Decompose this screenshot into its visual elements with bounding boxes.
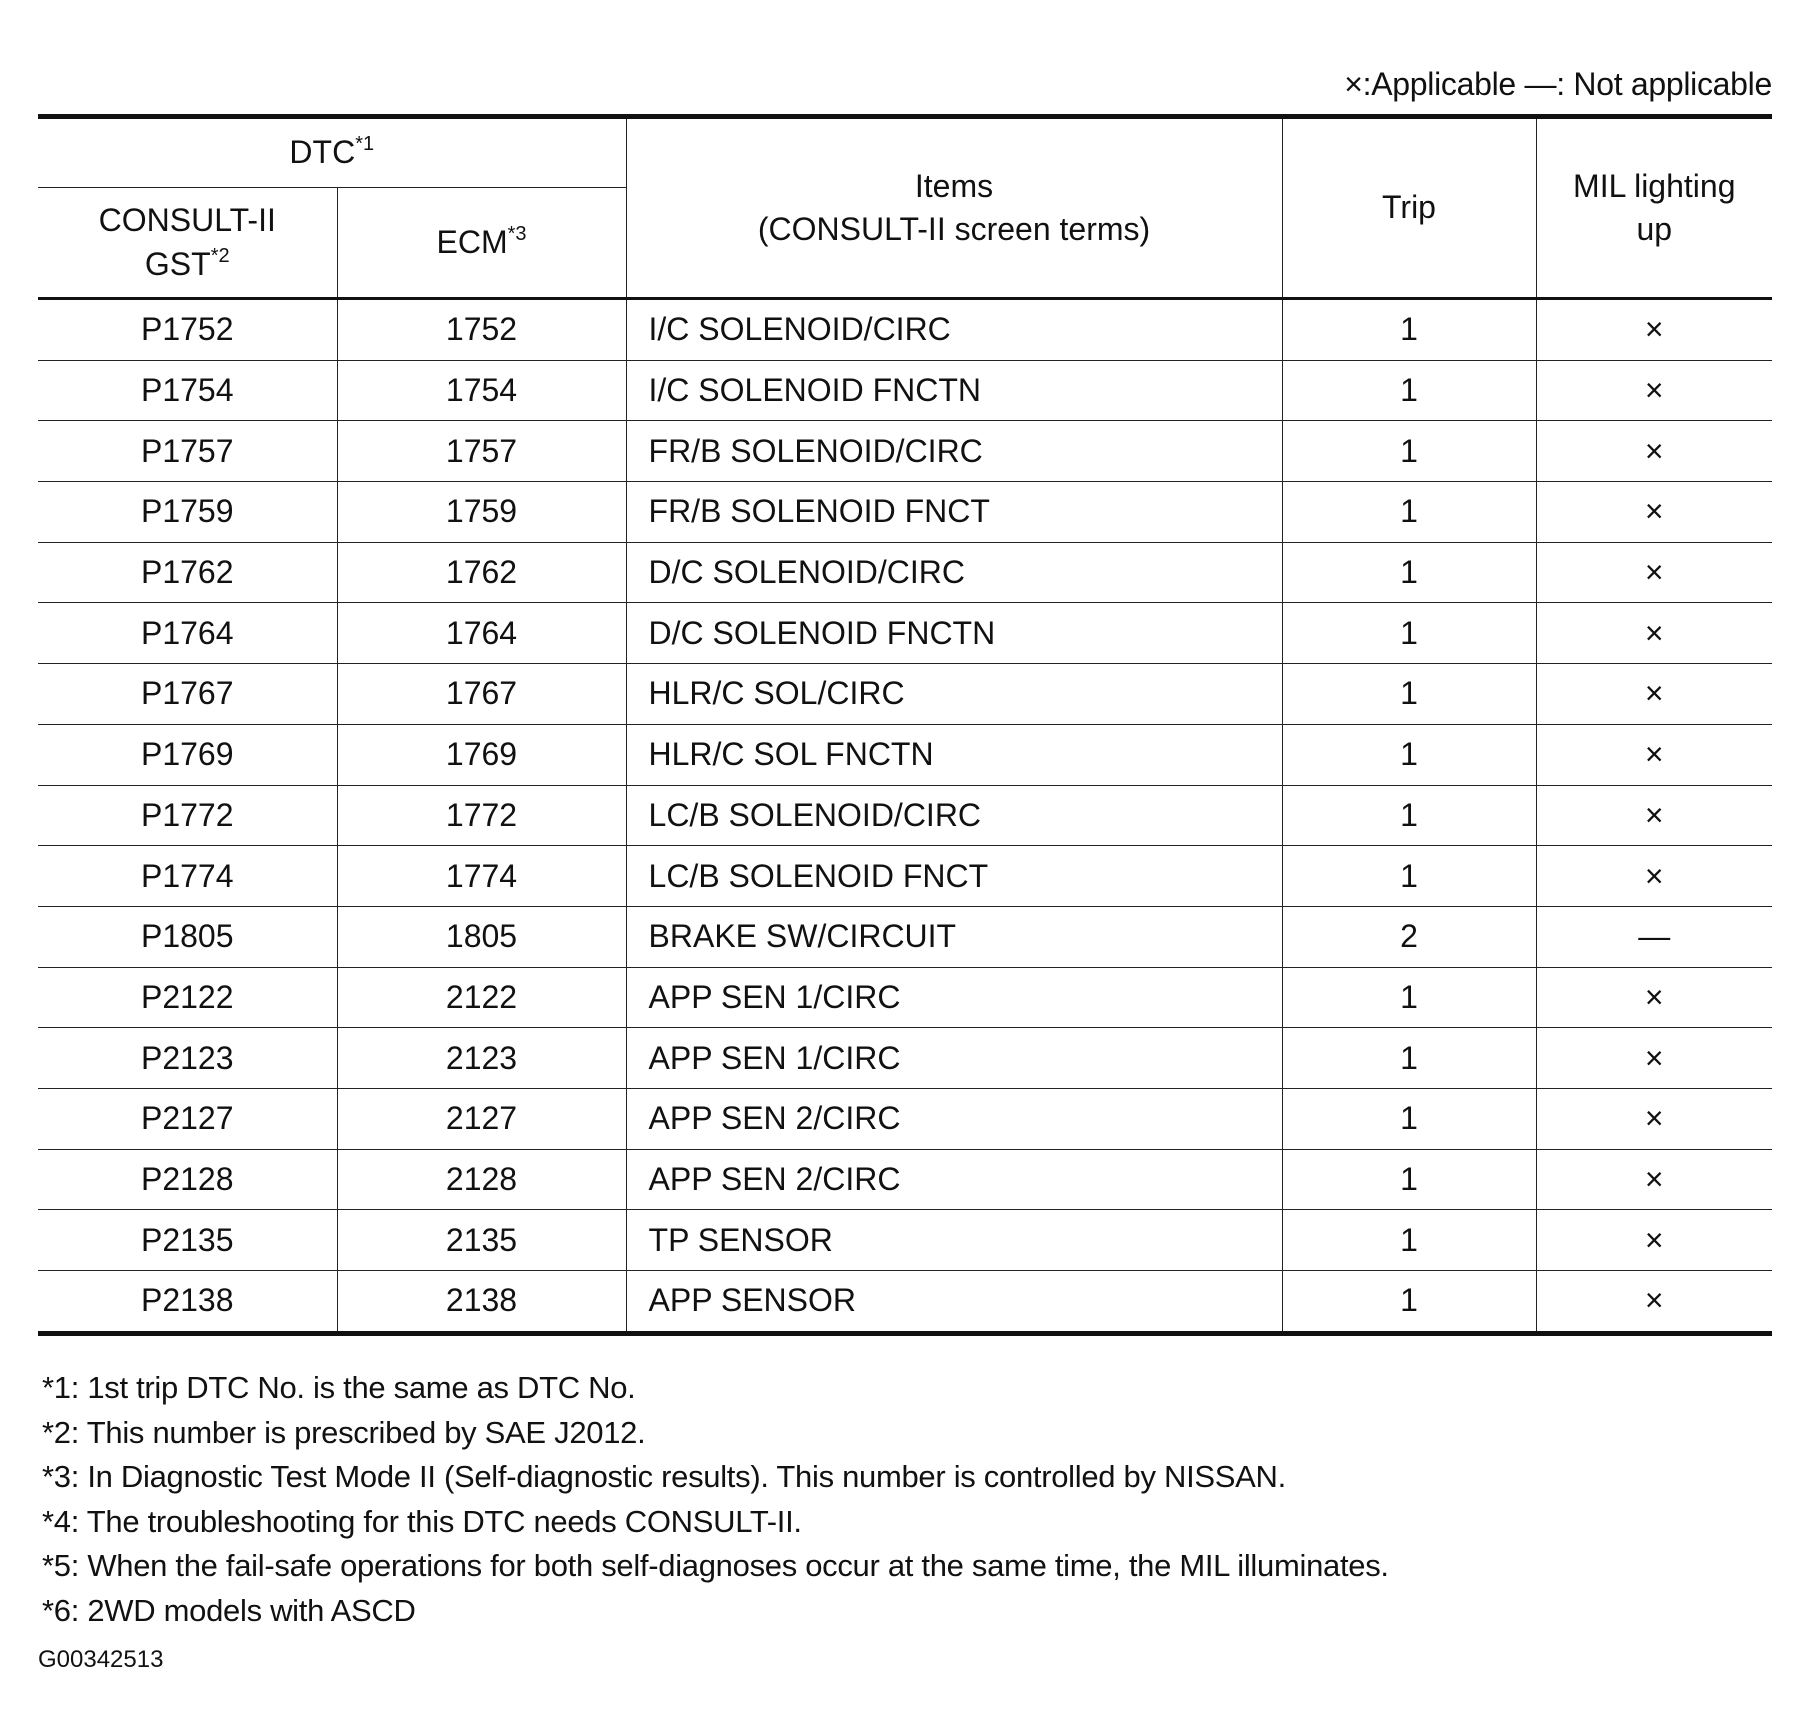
ecm-cell: 1762 [337,542,626,603]
ecm-cell: 2138 [337,1271,626,1334]
figure-id: G00342513 [38,1646,164,1673]
footnote: *6: 2WD models with ASCD [42,1592,416,1628]
item-cell: LC/B SOLENOID/CIRC [626,785,1282,846]
ecm-cell: 2135 [337,1210,626,1271]
item-cell: FR/B SOLENOID FNCT [626,482,1282,543]
table-row [38,542,1772,603]
mil-cell: × [1536,785,1772,846]
trip-cell: 1 [1282,421,1536,482]
item-cell: TP SENSOR [626,1210,1282,1271]
ecm-cell: 1757 [337,421,626,482]
footnote: *5: When the fail-safe operations for both self-diagnoses occur at the same time, the MIL illuminates. [42,1548,1389,1583]
trip-cell: 1 [1282,299,1536,361]
ecm-cell: 1754 [337,360,626,421]
consult-gst-cell: P1769 [38,724,337,785]
trip-cell: 1 [1282,1210,1536,1271]
header-trip: Trip [1282,117,1536,299]
table-row [38,1028,1772,1089]
table-row [38,360,1772,421]
ecm-cell: 1764 [337,603,626,664]
table-row [38,664,1772,725]
table-row [38,603,1772,664]
trip-cell: 1 [1282,360,1536,421]
consult-gst-cell: P1762 [38,542,337,603]
header-consult-gst: CONSULT-II GST$^{*2}$ [38,188,337,299]
table-row [38,1271,1772,1334]
trip-cell: 1 [1282,846,1536,907]
mil-cell: × [1536,542,1772,603]
table-row [38,482,1772,543]
table-row [38,421,1772,482]
mil-cell: — [1536,906,1772,967]
mil-cell: × [1536,360,1772,421]
mil-cell: × [1536,1271,1772,1334]
consult-gst-cell: P1767 [38,664,337,725]
table-row [38,967,1772,1028]
mil-cell: × [1536,967,1772,1028]
mil-cell: × [1536,1149,1772,1210]
dtc-table [38,114,1772,1336]
item-cell: LC/B SOLENOID FNCT [626,846,1282,907]
footnote: *2: This number is prescribed by SAE J2012. [42,1414,646,1450]
consult-gst-cell: P1757 [38,421,337,482]
ecm-cell: 1805 [337,906,626,967]
consult-gst-cell: P2128 [38,1149,337,1210]
consult-gst-cell: P1764 [38,603,337,664]
consult-gst-cell: P2138 [38,1271,337,1334]
ecm-cell: 1769 [337,724,626,785]
mil-cell: × [1536,846,1772,907]
item-cell: HLR/C SOL FNCTN [626,724,1282,785]
item-cell: APP SEN 1/CIRC [626,967,1282,1028]
item-cell: FR/B SOLENOID/CIRC [626,421,1282,482]
table-row [38,299,1772,361]
ecm-cell: 1774 [337,846,626,907]
applicability-legend: ×:Applicable —: Not applicable [1344,66,1772,102]
trip-cell: 1 [1282,724,1536,785]
table-row [38,1210,1772,1271]
trip-cell: 1 [1282,1088,1536,1149]
mil-cell: × [1536,482,1772,543]
item-cell: APP SENSOR [626,1271,1282,1334]
trip-cell: 1 [1282,1028,1536,1089]
table-row [38,1088,1772,1149]
ecm-cell: 1759 [337,482,626,543]
header-dtc: DTC$^{*1}$ [38,117,626,188]
mil-cell: × [1536,421,1772,482]
header-ecm: ECM$^{*3}$ [337,188,626,299]
trip-cell: 1 [1282,542,1536,603]
consult-gst-cell: P1772 [38,785,337,846]
trip-cell: 1 [1282,482,1536,543]
consult-gst-cell: P2127 [38,1088,337,1149]
mil-cell: × [1536,603,1772,664]
consult-gst-cell: P1805 [38,906,337,967]
table-row [38,1149,1772,1210]
consult-gst-cell: P2122 [38,967,337,1028]
trip-cell: 1 [1282,664,1536,725]
consult-gst-cell: P2135 [38,1210,337,1271]
table-row [38,906,1772,967]
trip-cell: 1 [1282,1149,1536,1210]
item-cell: D/C SOLENOID FNCTN [626,603,1282,664]
ecm-cell: 2123 [337,1028,626,1089]
item-cell: BRAKE SW/CIRCUIT [626,906,1282,967]
consult-gst-cell: P1754 [38,360,337,421]
item-cell: APP SEN 2/CIRC [626,1088,1282,1149]
table-row [38,785,1772,846]
mil-cell: × [1536,1028,1772,1089]
mil-cell: × [1536,1210,1772,1271]
trip-cell: 1 [1282,785,1536,846]
trip-cell: 1 [1282,967,1536,1028]
trip-cell: 1 [1282,603,1536,664]
mil-cell: × [1536,299,1772,361]
ecm-cell: 2128 [337,1149,626,1210]
item-cell: APP SEN 2/CIRC [626,1149,1282,1210]
mil-cell: × [1536,724,1772,785]
table-row [38,846,1772,907]
ecm-cell: 1752 [337,299,626,361]
consult-gst-cell: P1759 [38,482,337,543]
consult-gst-cell: P1752 [38,299,337,361]
ecm-cell: 2122 [337,967,626,1028]
table-row [38,724,1772,785]
consult-gst-cell: P2123 [38,1028,337,1089]
consult-gst-cell: P1774 [38,846,337,907]
ecm-cell: 1772 [337,785,626,846]
footnotes [42,1366,1389,1633]
mil-cell: × [1536,664,1772,725]
ecm-cell: 2127 [337,1088,626,1149]
footnote: *1: 1st trip DTC No. is the same as DTC No. [42,1370,636,1405]
item-cell: I/C SOLENOID/CIRC [626,299,1282,361]
footnote: *4: The troubleshooting for this DTC needs CONSULT-II. [42,1503,802,1539]
trip-cell: 2 [1282,906,1536,967]
item-cell: D/C SOLENOID/CIRC [626,542,1282,603]
mil-cell: × [1536,1088,1772,1149]
trip-cell: 1 [1282,1271,1536,1334]
header-items: Items (CONSULT-II screen terms) [626,117,1282,299]
header-mil: MIL lighting up [1536,117,1772,299]
item-cell: APP SEN 1/CIRC [626,1028,1282,1089]
ecm-cell: 1767 [337,664,626,725]
item-cell: HLR/C SOL/CIRC [626,664,1282,725]
item-cell: I/C SOLENOID FNCTN [626,360,1282,421]
footnote: *3: In Diagnostic Test Mode II (Self-diagnostic results). This number is controlled by NISSAN. [42,1459,1286,1494]
